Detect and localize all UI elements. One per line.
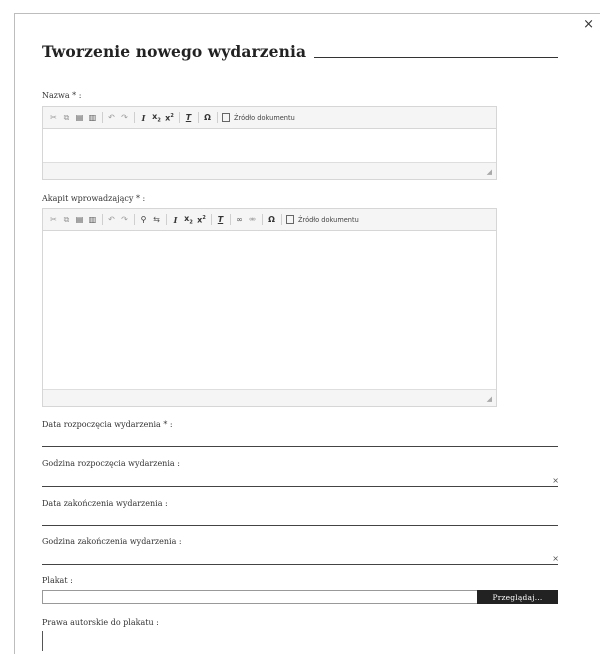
remove-format-icon[interactable]: T (217, 215, 224, 224)
prawa-input[interactable] (42, 631, 43, 651)
subscript-icon[interactable]: $x_2$ (152, 111, 161, 124)
find-icon[interactable]: ⚲ (140, 215, 147, 224)
nazwa-label: Nazwa * : (42, 91, 82, 100)
paste-icon[interactable]: ▤ (75, 215, 84, 224)
close-icon[interactable]: × (583, 17, 594, 32)
toolbar-separator (102, 214, 103, 225)
toolbar-separator (281, 214, 282, 225)
akapit-label: Akapit wprowadzający * : (42, 194, 146, 203)
clear-icon[interactable]: × (552, 554, 559, 563)
event-create-modal (14, 13, 600, 654)
plakat-label: Plakat : (42, 576, 73, 585)
special-char-icon[interactable]: Ω (204, 113, 211, 122)
undo-icon[interactable]: ↶ (108, 113, 115, 122)
special-char-icon[interactable]: Ω (268, 215, 275, 224)
copy-icon[interactable]: ⧉ (63, 112, 70, 122)
godzina-start-input[interactable] (42, 486, 558, 487)
paste-text-icon[interactable]: ▥ (88, 215, 97, 224)
italic-icon[interactable]: I (141, 112, 146, 123)
godzina-end-input[interactable] (42, 564, 558, 565)
toolbar-separator (166, 214, 167, 225)
toolbar-separator (262, 214, 263, 225)
prawa-label: Prawa autorskie do plakatu : (42, 618, 159, 627)
resize-handle-icon[interactable]: ◢ (486, 168, 492, 176)
cut-icon[interactable]: ✂ (50, 113, 57, 122)
title-underline (314, 57, 558, 58)
editor-toolbar (43, 107, 496, 129)
redo-icon[interactable]: ↷ (121, 215, 128, 224)
browse-button[interactable]: Przeglądaj... (477, 590, 558, 604)
paste-text-icon[interactable]: ▥ (88, 113, 97, 122)
toolbar-separator (211, 214, 212, 225)
editor-statusbar (43, 389, 496, 406)
toolbar-separator (179, 112, 180, 123)
replace-icon[interactable]: ⇆ (153, 215, 160, 224)
toolbar-separator (217, 112, 218, 123)
paste-icon[interactable]: ▤ (75, 113, 84, 122)
resize-handle-icon[interactable]: ◢ (486, 395, 492, 403)
link-icon[interactable]: ∞ (236, 215, 243, 224)
source-icon[interactable] (286, 215, 294, 224)
undo-icon[interactable]: ↶ (108, 215, 115, 224)
nazwa-editor[interactable] (42, 106, 497, 180)
source-button-label[interactable]: Źródło dokumentu (234, 113, 295, 122)
godzina-start-label: Godzina rozpoczęcia wydarzenia : (42, 459, 180, 468)
redo-icon[interactable]: ↷ (121, 113, 128, 122)
title-row (42, 42, 558, 61)
source-icon[interactable] (222, 113, 230, 122)
plakat-file-input[interactable] (42, 590, 478, 604)
page-title: Tworzenie nowego wydarzenia (42, 42, 307, 61)
superscript-icon[interactable]: $x^2$ (165, 112, 174, 123)
toolbar-separator (198, 112, 199, 123)
unlink-icon[interactable]: ⚮ (249, 215, 256, 224)
cut-icon[interactable]: ✂ (50, 215, 57, 224)
copy-icon[interactable]: ⧉ (63, 214, 70, 224)
italic-icon[interactable]: I (173, 214, 178, 225)
toolbar-separator (230, 214, 231, 225)
subscript-icon[interactable]: $x_2$ (184, 213, 193, 226)
data-start-label: Data rozpoczęcia wydarzenia * : (42, 420, 173, 429)
editor-toolbar (43, 209, 496, 231)
akapit-editor[interactable] (42, 208, 497, 407)
source-button-label[interactable]: Źródło dokumentu (298, 215, 359, 224)
godzina-end-label: Godzina zakończenia wydarzenia : (42, 537, 182, 546)
superscript-icon[interactable]: $x^2$ (197, 214, 206, 225)
data-start-input[interactable] (42, 446, 558, 447)
data-end-input[interactable] (42, 525, 558, 526)
clear-icon[interactable]: × (552, 476, 559, 485)
data-end-label: Data zakończenia wydarzenia : (42, 499, 168, 508)
toolbar-separator (134, 214, 135, 225)
remove-format-icon[interactable]: T (185, 113, 192, 122)
toolbar-separator (102, 112, 103, 123)
toolbar-separator (134, 112, 135, 123)
editor-statusbar (43, 162, 496, 179)
